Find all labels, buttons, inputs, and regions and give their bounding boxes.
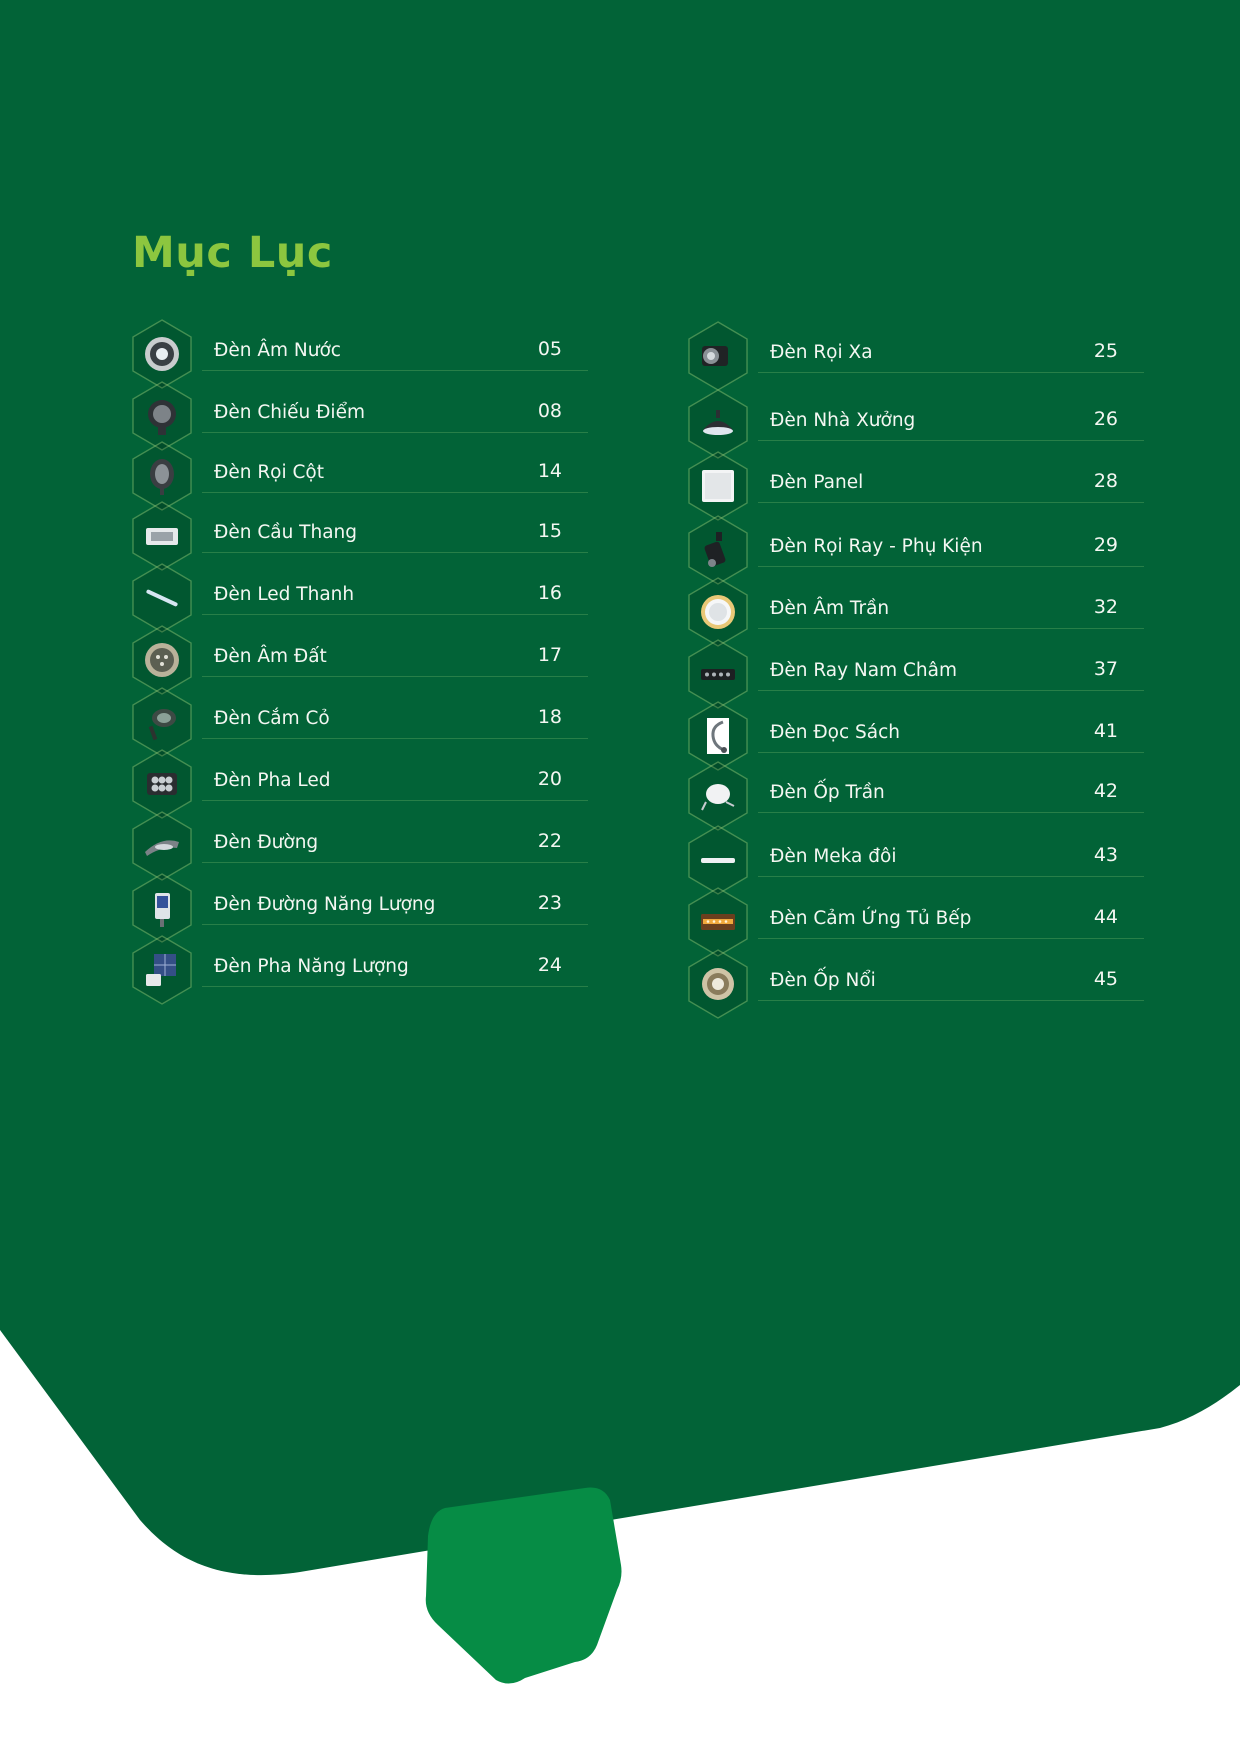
entry-page-number: 29 — [1093, 534, 1118, 556]
entry-divider — [758, 938, 1144, 939]
entry-label: Đèn Pha Led — [214, 770, 331, 791]
entry-divider — [202, 986, 588, 987]
cabinet-sensor-light-icon — [698, 902, 738, 942]
entry-divider — [202, 492, 588, 493]
entry-page-number: 28 — [1093, 470, 1118, 492]
entry-page-number: 18 — [537, 706, 562, 728]
entry-divider — [202, 738, 588, 739]
entry-label: Đèn Chiếu Điểm — [214, 402, 365, 423]
entry-label: Đèn Cầu Thang — [214, 522, 358, 543]
track-light-icon — [698, 530, 738, 570]
entry-page-number: 16 — [537, 582, 562, 604]
downlight-icon — [698, 592, 738, 632]
entry-page-number: 45 — [1093, 968, 1118, 990]
entry-page-number: 44 — [1093, 906, 1118, 928]
entry-label: Đèn Đường — [214, 832, 319, 853]
entry-page-number: 42 — [1093, 780, 1118, 802]
hexagon-badge — [686, 320, 750, 392]
entry-page-number: 22 — [537, 830, 562, 852]
entry-divider — [202, 370, 588, 371]
double-tube-light-icon — [698, 840, 738, 880]
entry-divider — [202, 614, 588, 615]
entry-divider — [758, 628, 1144, 629]
entry-label: Đèn Rọi Xa — [770, 342, 873, 363]
entry-page-number: 14 — [537, 460, 562, 482]
entry-label: Đèn Đường Năng Lượng — [214, 894, 436, 915]
hexagon-badge — [686, 760, 750, 832]
toc-entry-45[interactable] — [686, 948, 1116, 1020]
underwater-light-icon — [142, 334, 182, 374]
pole-spotlight-icon — [142, 456, 182, 496]
entry-page-number: 17 — [537, 644, 562, 666]
entry-divider — [202, 862, 588, 863]
entry-divider — [758, 502, 1144, 503]
entry-page-number: 43 — [1093, 844, 1118, 866]
entry-divider — [202, 800, 588, 801]
entry-page-number: 08 — [537, 400, 562, 422]
entry-label: Đèn Âm Nước — [214, 340, 341, 361]
entry-page-number: 26 — [1093, 408, 1118, 430]
entry-divider — [758, 1000, 1144, 1001]
reading-lamp-icon — [698, 716, 738, 756]
hexagon-badge — [686, 450, 750, 522]
entry-label: Đèn Pha Năng Lượng — [214, 956, 409, 977]
entry-label: Đèn Ốp Trần — [770, 782, 885, 803]
entry-page-number: 15 — [537, 520, 562, 542]
entry-label: Đèn Panel — [770, 472, 864, 493]
entry-label: Đèn Ray Nam Châm — [770, 660, 958, 681]
solar-street-light-icon — [142, 888, 182, 928]
entry-label: Đèn Nhà Xưởng — [770, 410, 916, 431]
stair-light-icon — [142, 516, 182, 556]
entry-label: Đèn Led Thanh — [214, 584, 355, 605]
panel-light-icon — [698, 466, 738, 506]
entry-label: Đèn Âm Đất — [214, 646, 327, 667]
entry-divider — [202, 432, 588, 433]
long-range-spotlight-icon — [698, 336, 738, 376]
ceiling-light-icon — [698, 776, 738, 816]
entry-divider — [202, 924, 588, 925]
magnetic-track-light-icon — [698, 654, 738, 694]
entry-page-number: 25 — [1093, 340, 1118, 362]
entry-page-number: 05 — [537, 338, 562, 360]
entry-label: Đèn Cắm Cỏ — [214, 708, 330, 729]
entry-label: Đèn Rọi Ray - Phụ Kiện — [770, 536, 983, 557]
entry-divider — [758, 372, 1144, 373]
led-floodlight-icon — [142, 764, 182, 804]
entry-divider — [202, 676, 588, 677]
entry-divider — [202, 552, 588, 553]
entry-divider — [758, 812, 1144, 813]
entry-divider — [758, 440, 1144, 441]
entry-label: Đèn Meka đôi — [770, 846, 897, 867]
hexagon-badge — [130, 934, 194, 1006]
entry-page-number: 32 — [1093, 596, 1118, 618]
entry-label: Đèn Rọi Cột — [214, 462, 325, 483]
hexagon-badge — [686, 948, 750, 1020]
entry-divider — [758, 752, 1144, 753]
street-light-icon — [142, 826, 182, 866]
highbay-light-icon — [698, 404, 738, 444]
toc-entry-24[interactable] — [130, 934, 560, 1006]
entry-page-number: 24 — [537, 954, 562, 976]
toc-entry-28[interactable] — [686, 450, 1116, 522]
page-title: Mục Lục — [132, 228, 333, 278]
entry-page-number: 37 — [1093, 658, 1118, 680]
entry-label: Đèn Cảm Ứng Tủ Bếp — [770, 908, 972, 929]
surface-mount-light-icon — [698, 964, 738, 1004]
entry-label: Đèn Đọc Sách — [770, 722, 901, 743]
inground-light-icon — [142, 640, 182, 680]
entry-label: Đèn Âm Trần — [770, 598, 890, 619]
entry-page-number: 41 — [1093, 720, 1118, 742]
spotlight-icon — [142, 396, 182, 436]
hexagon-decoration — [426, 1488, 622, 1684]
entry-label: Đèn Ốp Nổi — [770, 970, 876, 991]
entry-divider — [758, 876, 1144, 877]
entry-page-number: 20 — [537, 768, 562, 790]
solar-floodlight-icon — [142, 950, 182, 990]
toc-entry-42[interactable] — [686, 760, 1116, 832]
garden-spike-light-icon — [142, 702, 182, 742]
toc-entry-25[interactable] — [686, 320, 1116, 392]
led-bar-icon — [142, 578, 182, 618]
entry-divider — [758, 566, 1144, 567]
entry-divider — [758, 690, 1144, 691]
entry-page-number: 23 — [537, 892, 562, 914]
